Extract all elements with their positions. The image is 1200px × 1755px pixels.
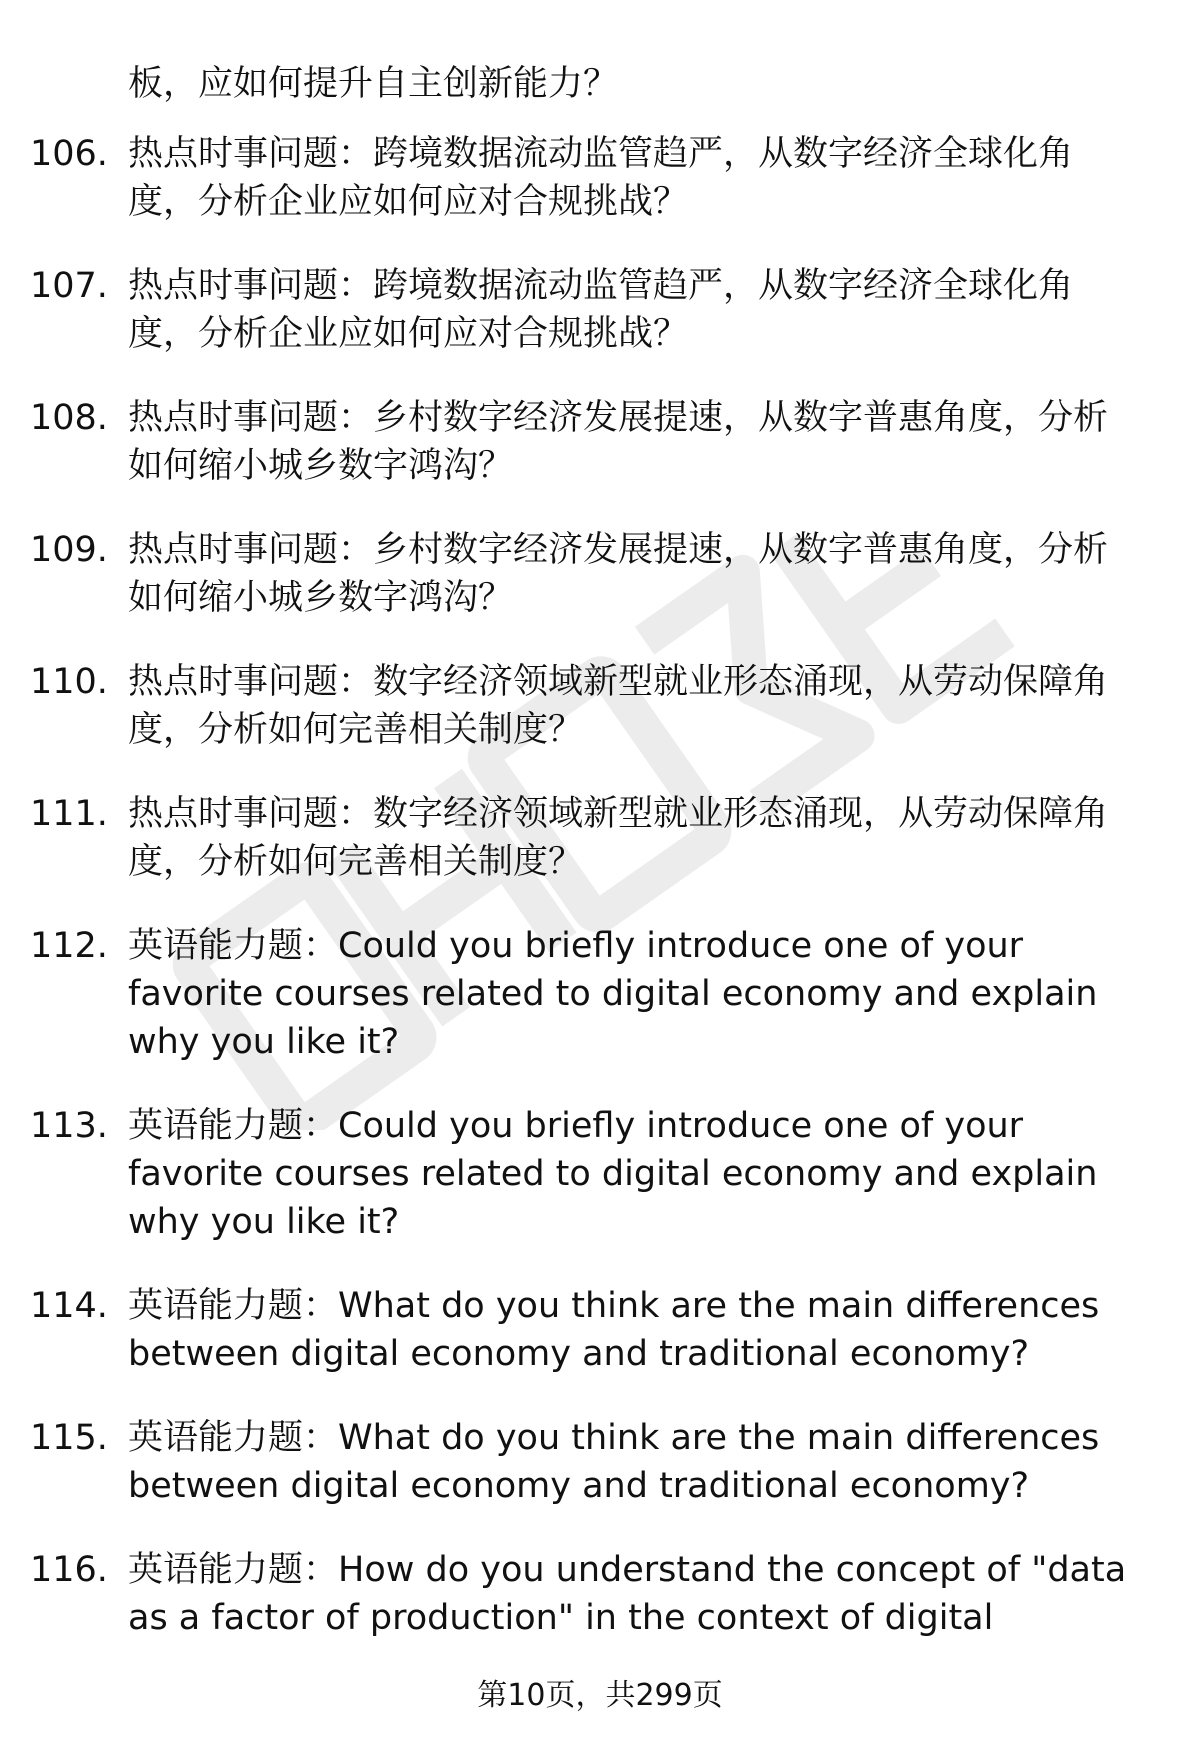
question-number: 116. [30,1550,108,1590]
question-text: 热点时事问题：乡村数字经济发展提速，从数字普惠角度，分析如何缩小城乡数字鸿沟？ [128,530,1109,618]
question-number: 107. [30,266,108,306]
question-number: 115. [30,1418,108,1458]
question-number: 110. [30,662,108,702]
question-number: 114. [30,1286,108,1326]
question-number: 111. [30,794,108,834]
question-text: 英语能力题：What do you think are the main differences between digital economy and traditional economy? [128,1418,1100,1506]
question-number: 109. [30,530,108,570]
question-number: 112. [30,926,108,966]
question-text: 热点时事问题：数字经济领域新型就业形态涌现，从劳动保障角度，分析如何完善相关制度？ [128,794,1109,882]
question-number: 106. [30,134,108,174]
question-number: 113. [30,1106,108,1146]
question-text: 热点时事问题：跨境数据流动监管趋严，从数字经济全球化角度，分析企业应如何应对合规挑战？ [128,134,1074,222]
question-text: 英语能力题：How do you understand the concept of "data as a factor of production" in the context of digital [128,1550,1127,1638]
page-footer: 第10页，共299页 [477,1678,723,1713]
question-text: 热点时事问题：乡村数字经济发展提速，从数字普惠角度，分析如何缩小城乡数字鸿沟？ [128,398,1109,486]
continuation-text: 板，应如何提升自主创新能力？ [128,64,619,104]
question-text: 热点时事问题：跨境数据流动监管趋严，从数字经济全球化角度，分析企业应如何应对合规挑战？ [128,266,1074,354]
question-text: 热点时事问题：数字经济领域新型就业形态涌现，从劳动保障角度，分析如何完善相关制度？ [128,662,1109,750]
question-number: 108. [30,398,108,438]
question-text: 英语能力题：Could you briefly introduce one of your favorite courses related to digital economy and explain why you like it? [128,926,1098,1062]
question-text: 英语能力题：What do you think are the main differences between digital economy and traditional economy? [128,1286,1100,1374]
question-text: 英语能力题：Could you briefly introduce one of your favorite courses related to digital economy and explain why you like it? [128,1106,1098,1242]
